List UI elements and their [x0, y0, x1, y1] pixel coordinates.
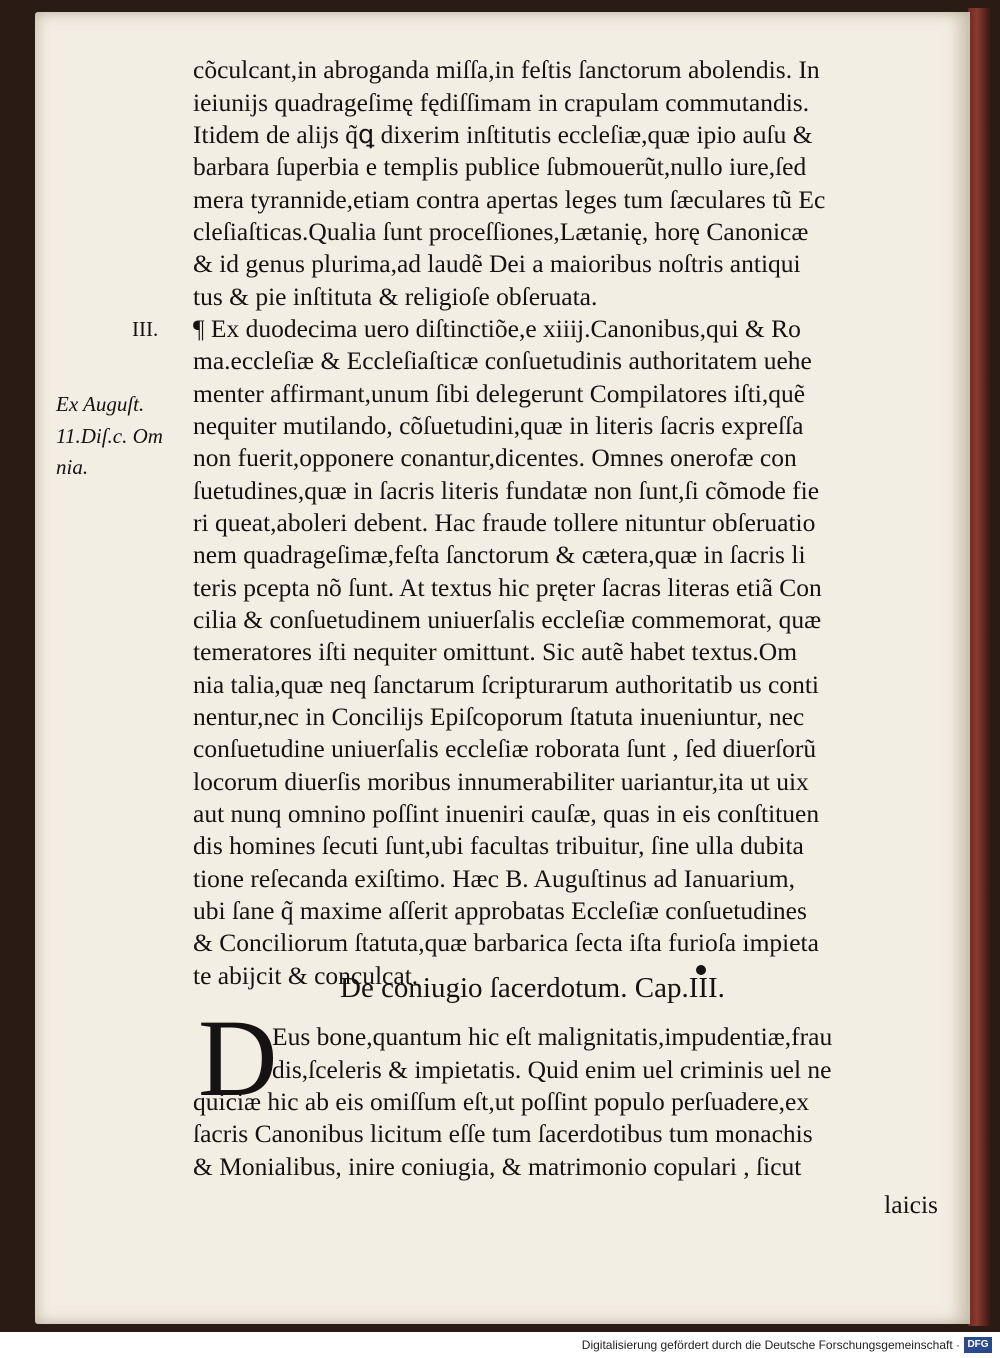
chapter-heading: De coniugio ſacerdotum. Cap.III.: [340, 972, 725, 1004]
body-line: non fuerit,opponere conantur,dicentes. Omnes onerofæ con: [193, 443, 797, 472]
chapter-line: & Monialibus, inire coniugia, & matrimonio copulari , ſicut: [193, 1152, 802, 1181]
body-line: tus & pie inſtituta & religioſe obſeruata.: [193, 282, 598, 311]
body-line: nentur,nec in Concilijs Epiſcoporum ſtatuta inueniuntur, nec: [193, 702, 805, 731]
body-line: aut nunq omnino poſſint inueniri cauſæ, quas in eis conſtituen: [193, 799, 820, 828]
margin-note-section: III.: [132, 317, 159, 341]
body-line: ¶ Ex duodecima uero diſtinctiõe,e xiiij.Canonibus,qui & Ro: [193, 314, 801, 343]
margin-note-reference: 11.Diſ.c. Om: [56, 424, 163, 448]
chapter-line: Eus bone,quantum hic eſt malignitatis,impudentiæ,frau: [272, 1022, 833, 1051]
body-line: cõculcant,in abroganda miſſa,in feſtis ſanctorum abolendis. In: [193, 55, 820, 84]
body-line: nequiter mutilando, cõſuetudini,quæ in literis ſacris expreſſa: [193, 411, 804, 440]
body-line: ſuetudines,quæ in ſacris literis fundatæ non ſunt,ſi cõmode fie: [193, 476, 820, 505]
body-line: ri queat,aboleri debent. Hac fraude tollere nituntur obſeruatio: [193, 508, 816, 537]
body-line: nia talia,quæ neq ſanctarum ſcripturarum authoritatib us conti: [193, 670, 819, 699]
body-line: teris pcepta nõ ſunt. At textus hic pręter ſacras literas etiã Con: [193, 573, 822, 602]
body-line: Itidem de alijs q̃ꝗ dixerim inſtitutis eccleſiæ,quæ ipio auſu &: [193, 120, 813, 149]
drop-cap: D: [198, 997, 278, 1119]
body-line: tione reſecanda exiſtimo. Hæc B. Auguſtinus ad Ianuarium,: [193, 864, 795, 893]
body-line: cilia & conſuetudinem uniuerſalis eccleſiæ commemorat, quæ: [193, 605, 822, 634]
book-edge: [968, 8, 990, 1326]
footer-credit: Digitalisierung gefördert durch die Deutsche Forschungsgemeinschaft ·: [581, 1338, 960, 1352]
body-line: mera tyrannide,etiam contra apertas leges tum ſæculares tũ Ec: [193, 185, 826, 214]
body-line: conſuetudine uniuerſalis eccleſiæ roborata ſunt , ſed diuerſorũ: [193, 734, 817, 763]
body-line: & Conciliorum ſtatuta,quæ barbarica ſecta iſta furioſa impieta: [193, 928, 819, 957]
body-line: ma.eccleſiæ & Eccleſiaſticæ conſuetudinis authoritatem uehe: [193, 346, 812, 375]
body-line: temeratores iſti nequiter omittunt. Sic autẽ habet textus.Om: [193, 637, 798, 666]
body-line: nem quadrageſimæ,feſta ſanctorum & cætera,quæ in ſacris li: [193, 540, 806, 569]
body-line: te abijcit & conculcat.: [193, 961, 419, 990]
body-line: barbara ſuperbia e templis publice ſubmouerũt,nullo iure,ſed: [193, 152, 807, 181]
dfg-logo: DFG: [964, 1337, 992, 1353]
catchword: laicis: [884, 1190, 938, 1219]
body-line: menter affirmant,unum ſibi delegerunt Compilatores iſti,quẽ: [193, 379, 806, 408]
digitization-footer: [0, 1332, 1000, 1358]
body-line: ubi ſane q̃ maxime aſſerit approbatas Eccleſiæ conſuetudines: [193, 896, 807, 925]
margin-note-source: Ex Auguſt.: [56, 392, 145, 416]
chapter-line: ſacris Canonibus licitum eſſe tum ſacerdotibus tum monachis: [193, 1119, 813, 1148]
body-line: ieiunijs quadrageſimę fędiſſimam in crapulam commutandis.: [193, 88, 810, 117]
body-line: cleſiaſticas.Qualia ſunt proceſſiones,Lætanię, horę Canonicæ: [193, 217, 809, 246]
chapter-line: quiciæ hic ab eis omiſſum eſt,ut poſſint populo perſuadere,ex: [193, 1087, 810, 1116]
body-line: dis homines ſecuti ſunt,ubi facultas tribuitur, ſine ulla dubita: [193, 831, 804, 860]
margin-note-reference-cont: nia.: [56, 455, 89, 479]
body-line: & id genus plurima,ad laudẽ Dei a maioribus noſtris antiqui: [193, 249, 801, 278]
chapter-line: dis,ſceleris & impietatis. Quid enim uel criminis uel ne: [272, 1055, 832, 1084]
body-line: locorum diuerſis moribus innumerabiliter uariantur,ita ut uix: [193, 767, 809, 796]
